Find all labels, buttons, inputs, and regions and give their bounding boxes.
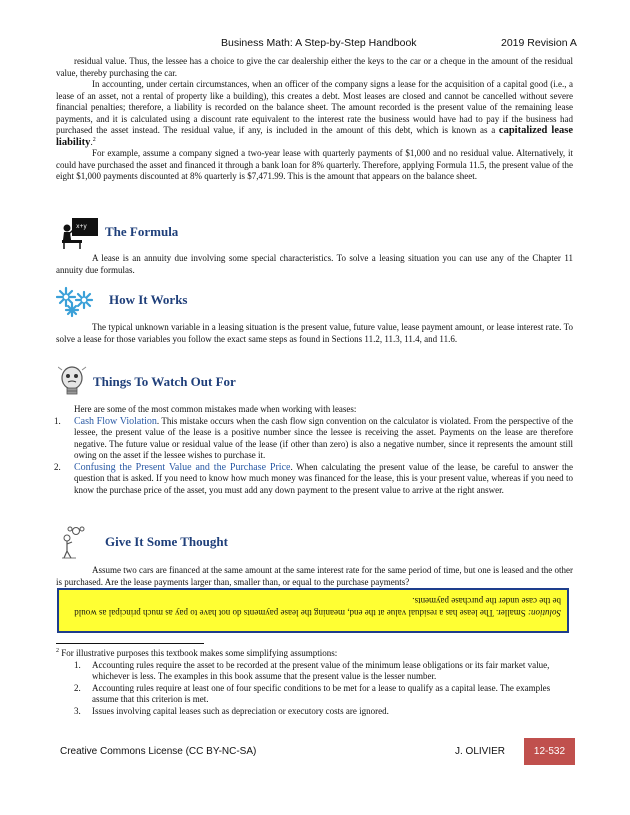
- mistakes-list: [56, 416, 573, 497]
- running-header-revision: 2019 Revision A: [501, 37, 577, 49]
- thinking-figure-icon: [58, 525, 92, 559]
- svg-text:x+y: x+y: [76, 223, 87, 230]
- page-number-badge: 12-532: [524, 738, 575, 765]
- formula-section: [56, 253, 573, 276]
- footnote-item: 3. Issues involving capital leases such as depreciation or executory costs are ignored.: [74, 705, 389, 716]
- watch-heading-row: [56, 365, 573, 401]
- watch-intro: Here are some of the most common mistakes made when working with leases:: [74, 404, 357, 414]
- intro-section: [56, 56, 573, 183]
- how-text: The typical unknown variable in a leasing situation is the present value, future value, lease payment amount, or lease interest rate. To solve a lease for those variables you follow the exact same steps as found in Sections 11.2, 11.3, 11.4, and 11.6.: [56, 322, 573, 344]
- solution-answer: Smaller. The lease has a residual value at the end, meaning the lease payments do not have to pay as much principal as would be the case under the purchase payments.: [74, 596, 561, 618]
- footer-license: Creative Commons License (CC BY-NC-SA): [60, 746, 257, 757]
- formula-heading-row: [56, 216, 573, 252]
- capitalized-lease-liability-term: capitalized lease liability: [56, 125, 573, 148]
- footnote-intro: $^2$ For illustrative purposes this textbook makes some simplifying assumptions:: [56, 648, 338, 658]
- footnote-item: 1. Accounting rules require the asset to be recorded at the present value of the minimum lease obligations or its fair market value, whichever is less. The examples in this book assume that the present value is the lesser number.: [74, 659, 550, 681]
- mistake-item: 1. Cash Flow Violation. This mistake occurs when the cash flow sign convention on the calculator is violated. From the perspective of the lessee, the present value of the lease is a positive number since the lessee is receiving the asset. Payments on the lease are therefore negative. The future value or residual value of the lease (if other than zero) is also a negative number, since it represents the amount still owing on the asset if the lessee wishes to purchase it.: [54, 415, 573, 460]
- solution-box: [57, 588, 569, 633]
- how-heading-row: [56, 284, 573, 320]
- mistake-title: Confusing the Present Value and the Purchase Price: [74, 461, 291, 473]
- footnote-ref: 2: [92, 136, 96, 143]
- intro-paragraph-3: For example, assume a company signed a two-year lease with quarterly payments of $1,000 and no residual value. Alternatively, it could have purchased the asset and financed it through a bank loan for 8% quarterly. Therefore, applying Formula 11.5, the present value of the eight $1,000 payments discounted at 8% quarterly is $7,471.99. This is the amount that appears on the balance sheet.: [56, 148, 573, 181]
- mistake-title: Cash Flow Violation: [74, 415, 157, 427]
- teacher-board-icon: [60, 216, 100, 250]
- thought-heading: Give It Some Thought: [105, 534, 228, 549]
- footer-author: J. OLIVIER: [455, 746, 506, 757]
- how-heading: How It Works: [109, 292, 188, 307]
- intro-paragraph-2: In accounting, under certain circumstances, when an officer of the company signs a lease for the acquisition of a capital good (i.e., a lease of an asset, not a rental of property like a building), this creates a debt. Most leases are closed and cannot be cancelled without severe financial penalties; therefore, a liability is recorded on the balance sheet. The amount recorded is the present value of the remaining lease payments, and it is calculated using a discount rate equivalent to the interest rate the business would have had to pay if the business had purchased the asset instead. The residual value, if any, is included in the amount of this debt, which is known as a capitalized lease liability.$^2$: [56, 79, 573, 148]
- watch-section: [56, 404, 573, 496]
- watch-heading: Things To Watch Out For: [93, 374, 236, 389]
- lightbulb-warning-icon: [58, 365, 88, 399]
- gears-icon: [56, 284, 102, 318]
- thought-heading-row: [56, 525, 573, 561]
- formula-heading: The Formula: [105, 224, 179, 239]
- running-header-title: Business Math: A Step-by-Step Handbook: [221, 37, 417, 49]
- thought-section: [56, 565, 573, 588]
- intro-paragraph-1: residual value. Thus, the lessee has a choice to give the car dealership either the keys to the car or a cheque in the amount of the residual value, thereby purchasing the car.: [56, 56, 573, 78]
- solution-text-inverted: [59, 590, 567, 623]
- footnote-divider: [56, 643, 204, 644]
- how-section: [56, 322, 573, 345]
- solution-label: Solution:: [528, 608, 561, 618]
- footnote: [56, 648, 573, 717]
- footnote-list: [56, 660, 573, 718]
- formula-text: A lease is an annuity due involving some special characteristics. To solve a leasing situation you can use any of the Chapter 11 annuity due formulas.: [56, 253, 573, 275]
- footnote-item: 2. Accounting rules require at least one of four specific conditions to be met for a lease to qualify as a capital lease. The examples assume that this criterion is met.: [74, 682, 551, 704]
- thought-text: Assume two cars are financed at the same amount at the same interest rate for the same period of time, but one is leased and the other is purchased. Are the lease payments larger than, smaller than, or equal to the purchase payments?: [56, 565, 573, 587]
- mistake-item: 2. Confusing the Present Value and the Purchase Price. When calculating the present value of the lease, be careful to answer the question that is asked. If you need to know how much money was financed for the lease, this is your present value, whereas if you need to know the purchase price of the asset, you must add any down payment to the present value to arrive at the right answer.: [54, 461, 573, 495]
